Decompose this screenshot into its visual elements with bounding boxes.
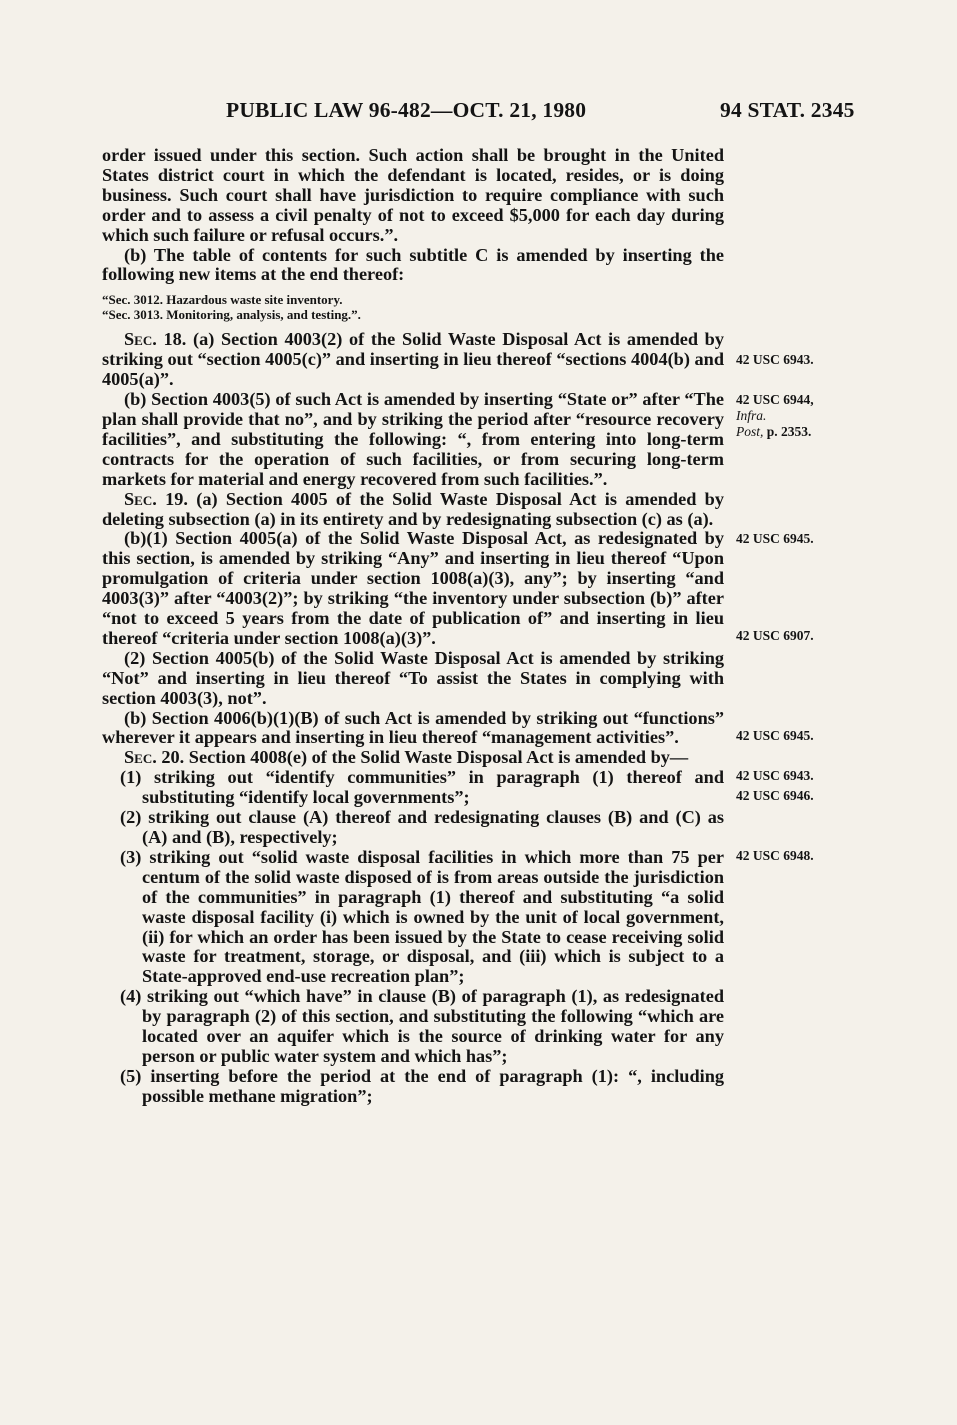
section-18a: Sec. 18. (a) Section 4003(2) of the Solid Waste Disposal Act is amended by striking out “section 4005(c)” and inserting in lieu thereof “sections 4004(b) and 4005(a)”.: [102, 329, 724, 390]
section-label: Sec. 20.: [124, 747, 185, 768]
running-title: PUBLIC LAW 96-482—OCT. 21, 1980: [226, 98, 587, 122]
margin-citation: 42 USC 6943.: [736, 768, 814, 783]
paragraph-continued: order issued under this section. Such action shall be brought in the United States district court in which the defendant is located, resides, or is doing business. Such court shall have jurisdiction to require compliance with such order and to assess a civil penalty of not to exceed $5,000 for each day during which such failure or refusal occurs.”.: [102, 145, 724, 245]
margin-citation: 42 USC 6943.: [736, 352, 814, 367]
list-item: (3) striking out “solid waste disposal facilities in which more than 75 per centum of the solid waste disposed of is from areas outside the jurisdiction of the communities” in paragraph (1) thereof and substituting “a solid waste disposal facility (i) which is owned by the unit of local government, (ii) for which an order has been issued by the State to cease receiving solid waste for treatment, storage, or disposal, and (iii) which is subject to a State-approved end-use recreation plan”;: [120, 846, 724, 987]
margin-citation: 42 USC 6907.: [736, 628, 814, 643]
section-19c: (b) Section 4006(b)(1)(B) of such Act is amended by striking out “functions” wherever it appears and inserting in lieu thereof “management activities”.: [102, 707, 724, 748]
section-19b1: (b)(1) Section 4005(a) of the Solid Waste Disposal Act, as redesignated by this section, is amended by striking “Any” and inserting in lieu thereof “Upon promulgation of criteria under section 1008(a)(3), any”; by inserting “and 4003(3)” after “4003(2)”; by striking “the inventory under subsection (b)” after “not to exceed 5 years from the date of publication of” and inserting in lieu thereof “criteria under section 1008(a)(3)”.: [102, 528, 724, 648]
section-19a: Sec. 19. (a) Section 4005 of the Solid Waste Disposal Act is amended by deleting subsection (a) in its entirety and by redesignating subsection (c) as (a).: [102, 488, 724, 529]
paragraph-table-of-contents-amendment: (b) The table of contents for such subtitle C is amended by inserting the following new items at the end thereof:: [102, 244, 724, 285]
section-label: Sec. 18.: [124, 329, 187, 350]
statute-page-number: 94 STAT. 2345: [720, 98, 855, 122]
margin-citation: 42 USC 6944, Infra. Post, p. 2353.: [736, 392, 814, 439]
margin-citation: 42 USC 6946.: [736, 788, 814, 803]
toc-item: “Sec. 3012. Hazardous waste site inventory.: [102, 292, 343, 308]
margin-citation: 42 USC 6945.: [736, 531, 814, 546]
toc-item: “Sec. 3013. Monitoring, analysis, and testing.”.: [102, 307, 361, 323]
list-item: (5) inserting before the period at the end of paragraph (1): “, including possible methane migration”;: [120, 1065, 724, 1106]
list-item: (1) striking out “identify communities” in paragraph (1) thereof and substituting “identify local governments”;: [120, 767, 724, 808]
list-item: (2) striking out clause (A) thereof and redesignating clauses (B) and (C) as (A) and (B), respectively;: [120, 807, 724, 847]
section-20: Sec. 20. Section 4008(e) of the Solid Waste Disposal Act is amended by—: [124, 747, 689, 768]
margin-citation: 42 USC 6948.: [736, 848, 814, 863]
list-item: (4) striking out “which have” in clause (B) of paragraph (1), as redesignated by paragraph (2) of this section, and substituting the following “which are located over an aquifer which is the source of drinking water for any person or public water system and which has”;: [120, 986, 724, 1066]
section-19b2: (2) Section 4005(b) of the Solid Waste Disposal Act is amended by striking “Not” and inserting in lieu thereof “To assist the States in complying with section 4003(3), not”.: [102, 647, 724, 708]
section-label: Sec. 19.: [124, 488, 188, 509]
section-18b: (b) Section 4003(5) of such Act is amended by inserting “State or” after “The plan shall provide that no”, and by striking the period after “resource recovery facilities”, and substituting the following: “, from entering into long-term contracts for the operation of such facilities, or from securing long-term markets for material and energy recovered from such facilities.”.: [102, 389, 724, 489]
margin-citation: 42 USC 6945.: [736, 728, 814, 743]
